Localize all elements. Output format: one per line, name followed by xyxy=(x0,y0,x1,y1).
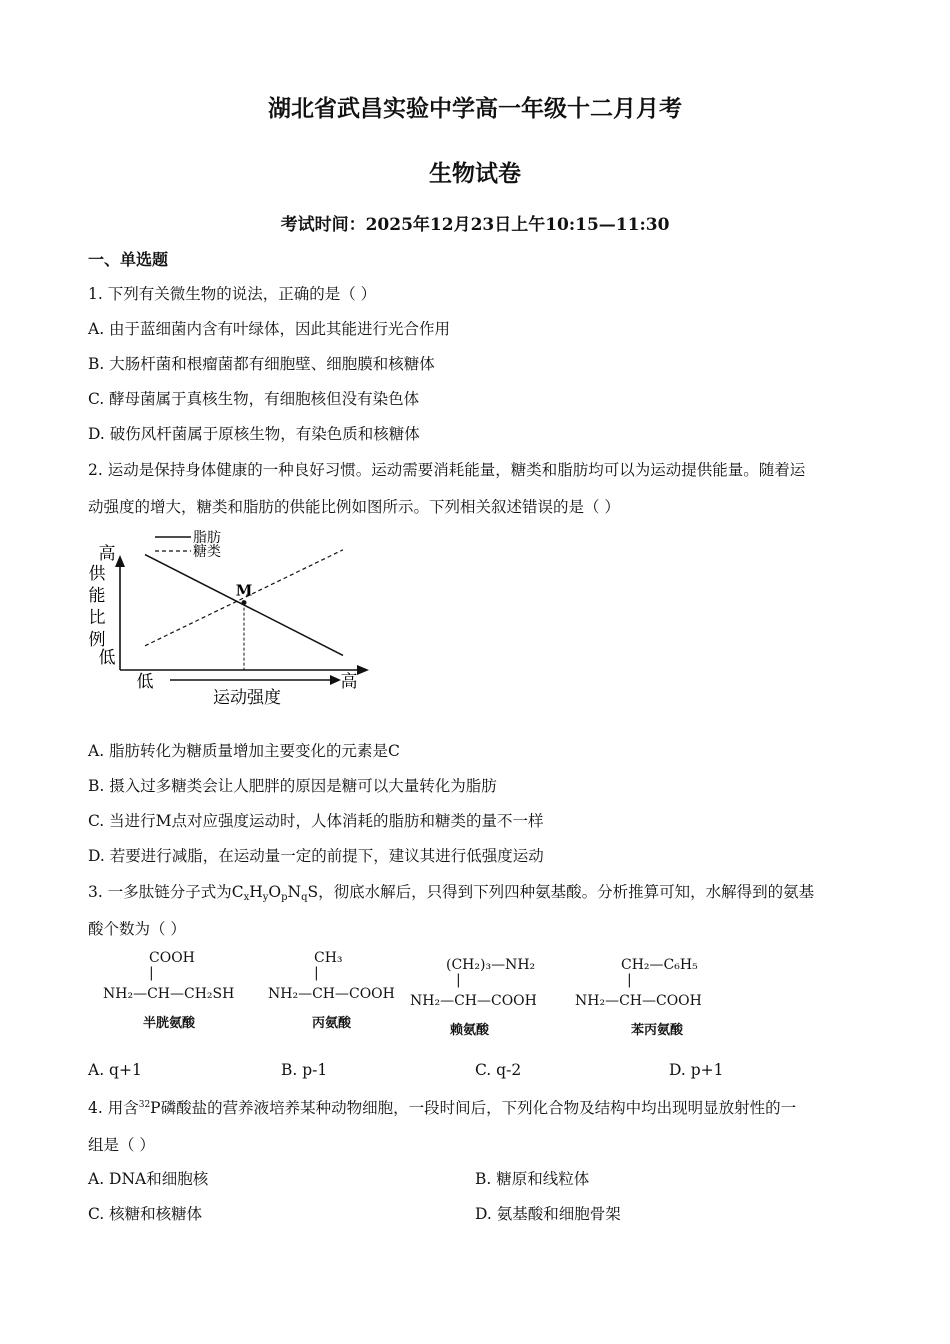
x-axis-label: 运动强度 xyxy=(213,688,281,708)
q3-stem-line1 xyxy=(88,880,814,903)
q4-stem-line2: 组是（ ） xyxy=(88,1136,155,1154)
q1-option-a: A. 由于蓝细菌内含有叶绿体，因此其能进行光合作用 xyxy=(88,320,451,338)
q2-option-c: C. 当进行M点对应强度运动时，人体消耗的脂肪和糖类的量不一样 xyxy=(88,812,544,830)
q4-option-b: B. 糖原和线粒体 xyxy=(475,1170,590,1188)
energy-supply-chart xyxy=(85,525,385,715)
q4-option-a: A. DNA和细胞核 xyxy=(88,1170,209,1188)
legend-fat-label: 脂肪 xyxy=(193,530,221,546)
q2-option-b: B. 摄入过多糖类会让人肥胖的原因是糖可以大量转化为脂肪 xyxy=(88,777,497,795)
y-axis-arrow xyxy=(115,555,125,567)
q2-option-d: D. 若要进行减脂，在运动量一定的前提下，建议其进行低强度运动 xyxy=(88,847,544,865)
q2-stem-line2: 动强度的增大，糖类和脂肪的供能比例如图所示。下列相关叙述错误的是（ ） xyxy=(88,498,620,516)
q4-stem-pre: 4. 用含 xyxy=(88,1099,139,1117)
q1-option-d: D. 破伤风杆菌属于原核生物，有染色质和核糖体 xyxy=(88,425,420,443)
x-low-label: 低 xyxy=(136,672,154,692)
x-high-label: 高 xyxy=(340,672,358,692)
q4-stem-post: P磷酸盐的营养液培养某种动物细胞，一段时间后，下列化合物及结构中均出现明显放射性的一 xyxy=(150,1099,797,1117)
q1-option-c: C. 酵母菌属于真核生物，有细胞核但没有染色体 xyxy=(88,390,420,408)
q3-option-c: C. q-2 xyxy=(475,1061,522,1079)
xlabel-arrow-head xyxy=(330,675,341,685)
q2-option-a: A. 脂肪转化为糖质量增加主要变化的元素是C xyxy=(88,742,400,760)
q3-option-d: D. p+1 xyxy=(669,1061,724,1079)
q3-option-a: A. q+1 xyxy=(88,1061,142,1079)
m-point-marker xyxy=(242,600,247,605)
q1-stem: 1. 下列有关微生物的说法，正确的是（ ） xyxy=(88,285,377,303)
x-axis-arrow xyxy=(357,665,369,675)
exam-subtitle: 生物试卷 xyxy=(429,160,521,187)
q3-stem-line2: 酸个数为（ ） xyxy=(88,920,186,938)
q3-stem-pre: 3. 一多肽链分子式为 xyxy=(88,883,232,901)
q3-stem-post: ，彻底水解后，只得到下列四种氨基酸。分析推算可知，水解得到的氨基 xyxy=(318,883,815,901)
q4-option-c: C. 核糖和核糖体 xyxy=(88,1205,203,1223)
m-point-label: M xyxy=(235,581,253,600)
q4-option-d: D. 氨基酸和细胞骨架 xyxy=(475,1205,621,1223)
q1-option-b: B. 大肠杆菌和根瘤菌都有细胞壁、细胞膜和核糖体 xyxy=(88,355,435,373)
q4-stem-line1 xyxy=(88,1096,796,1118)
y-high-label: 高 xyxy=(98,544,116,564)
q2-stem-line1: 2. 运动是保持身体健康的一种良好习惯。运动需要消耗能量，糖类和脂肪均可以为运动提供能量。随着运 xyxy=(88,461,806,479)
y-axis-label: 供能比例 xyxy=(88,564,106,650)
exam-title: 湖北省武昌实验中学高一年级十二月月考 xyxy=(268,95,682,122)
q3-formula: $C_xH_yO_pN_qS$ xyxy=(231,883,319,903)
q3-option-b: B. p-1 xyxy=(281,1061,328,1079)
legend-sugar-label: 糖类 xyxy=(193,544,221,560)
section-heading: 一、单选题 xyxy=(88,250,169,269)
y-low-label: 低 xyxy=(98,648,116,668)
exam-time: 考试时间：2025年12月23日上午10:15—11:30 xyxy=(280,215,670,235)
q4-isotope-mass: 32 xyxy=(138,1100,151,1110)
